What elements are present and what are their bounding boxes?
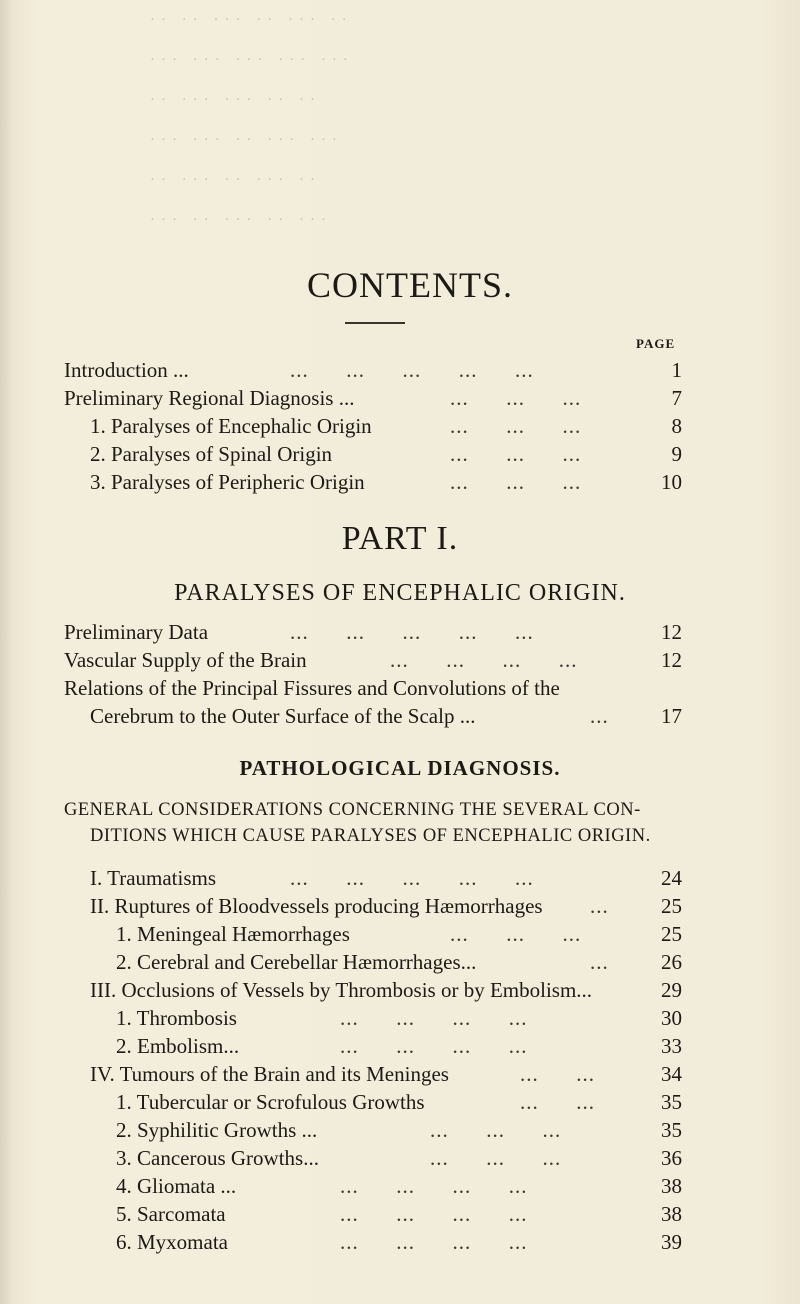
show-through-dots: ·· ·· ··· ·· ··· ·· ··· ··· ··· ··· ··· ·· ··· ··· ·· ·· ··· ··· ·· ··· ··· ·· ··· ·· ··· ·· ··· ·· ··· ·· ···	[150, 12, 354, 228]
part-title: PART I.	[341, 520, 459, 557]
book-page: ·· ·· ··· ·· ··· ·· ··· ··· ··· ··· ··· ·· ··· ··· ·· ·· ··· ··· ·· ··· ··· ·· ··· ·· ··· ·· ··· ·· ··· ·· ··· CONTENTS. PAGE Introduction ... ... ... ... ... ... 1 Preliminary Regional Diagnosis ... ... ... ... 7 1. Paralyses of Encephalic Origin ... ... ... 8 2. Paralyses of Spinal Origin ... ... ... 9 3. Paralyses of Peripheric Origin ... ... ... 10 PART I. PARALYSES OF ENCEPHALIC ORIGIN. Preliminary Data ... ... ... ... ... 12 Vascular Supply of the Brain ... ... ... ... 12 Relations of the Principal Fissures and Convolutions of the Cerebrum to the Outer Surface of the Scalp ... ... 17 PATHOLOGICAL DIAGNOSIS. GENERAL CONSIDERATIONS CONCERNING THE SEVERAL CON- DITIONS WHICH CAUSE PARALYSES OF ENCEPHALIC ORIGIN. I. Traumatisms ... ... ... ... ... 24 II. Ruptures of Bloodvessels producing Hæmorrhages ... 25 1. Meningeal Hæmorrhages ... ... ... 25 2. Cerebral and Cerebellar Hæmorrhages... ... 26 III. Occlusions of Vessels by Thrombosis or by Embolism... 29 1. Thrombosis ... ... ... ... 30 2. Embolism... ... ... ... ... 33 IV. Tumours of the Brain and its Meninges ... ... 34 1. Tubercular or Scrofulous Growths ... ... 35 2. Syphilitic Growths ... ... ... ... 35 3. Cancerous Growths... ... ... ... 36 4. Gliomata ... ... ... ... ... 38 5. Sarcomata ... ... ... ... 38 6. Myxomata ... ... ... ... 39	[0, 0, 800, 1304]
part-subtitle: PARALYSES OF ENCEPHALIC ORIGIN.	[174, 580, 626, 606]
heading-rule	[345, 322, 405, 324]
general-heading-line: GENERAL CONSIDERATIONS CONCERNING THE SEVERAL CON-	[64, 800, 641, 820]
section-title: PATHOLOGICAL DIAGNOSIS.	[239, 756, 561, 780]
contents-heading: CONTENTS.	[307, 265, 513, 305]
page-column-label: PAGE	[636, 336, 676, 351]
general-heading-line: DITIONS WHICH CAUSE PARALYSES OF ENCEPHALIC ORIGIN.	[90, 826, 651, 846]
